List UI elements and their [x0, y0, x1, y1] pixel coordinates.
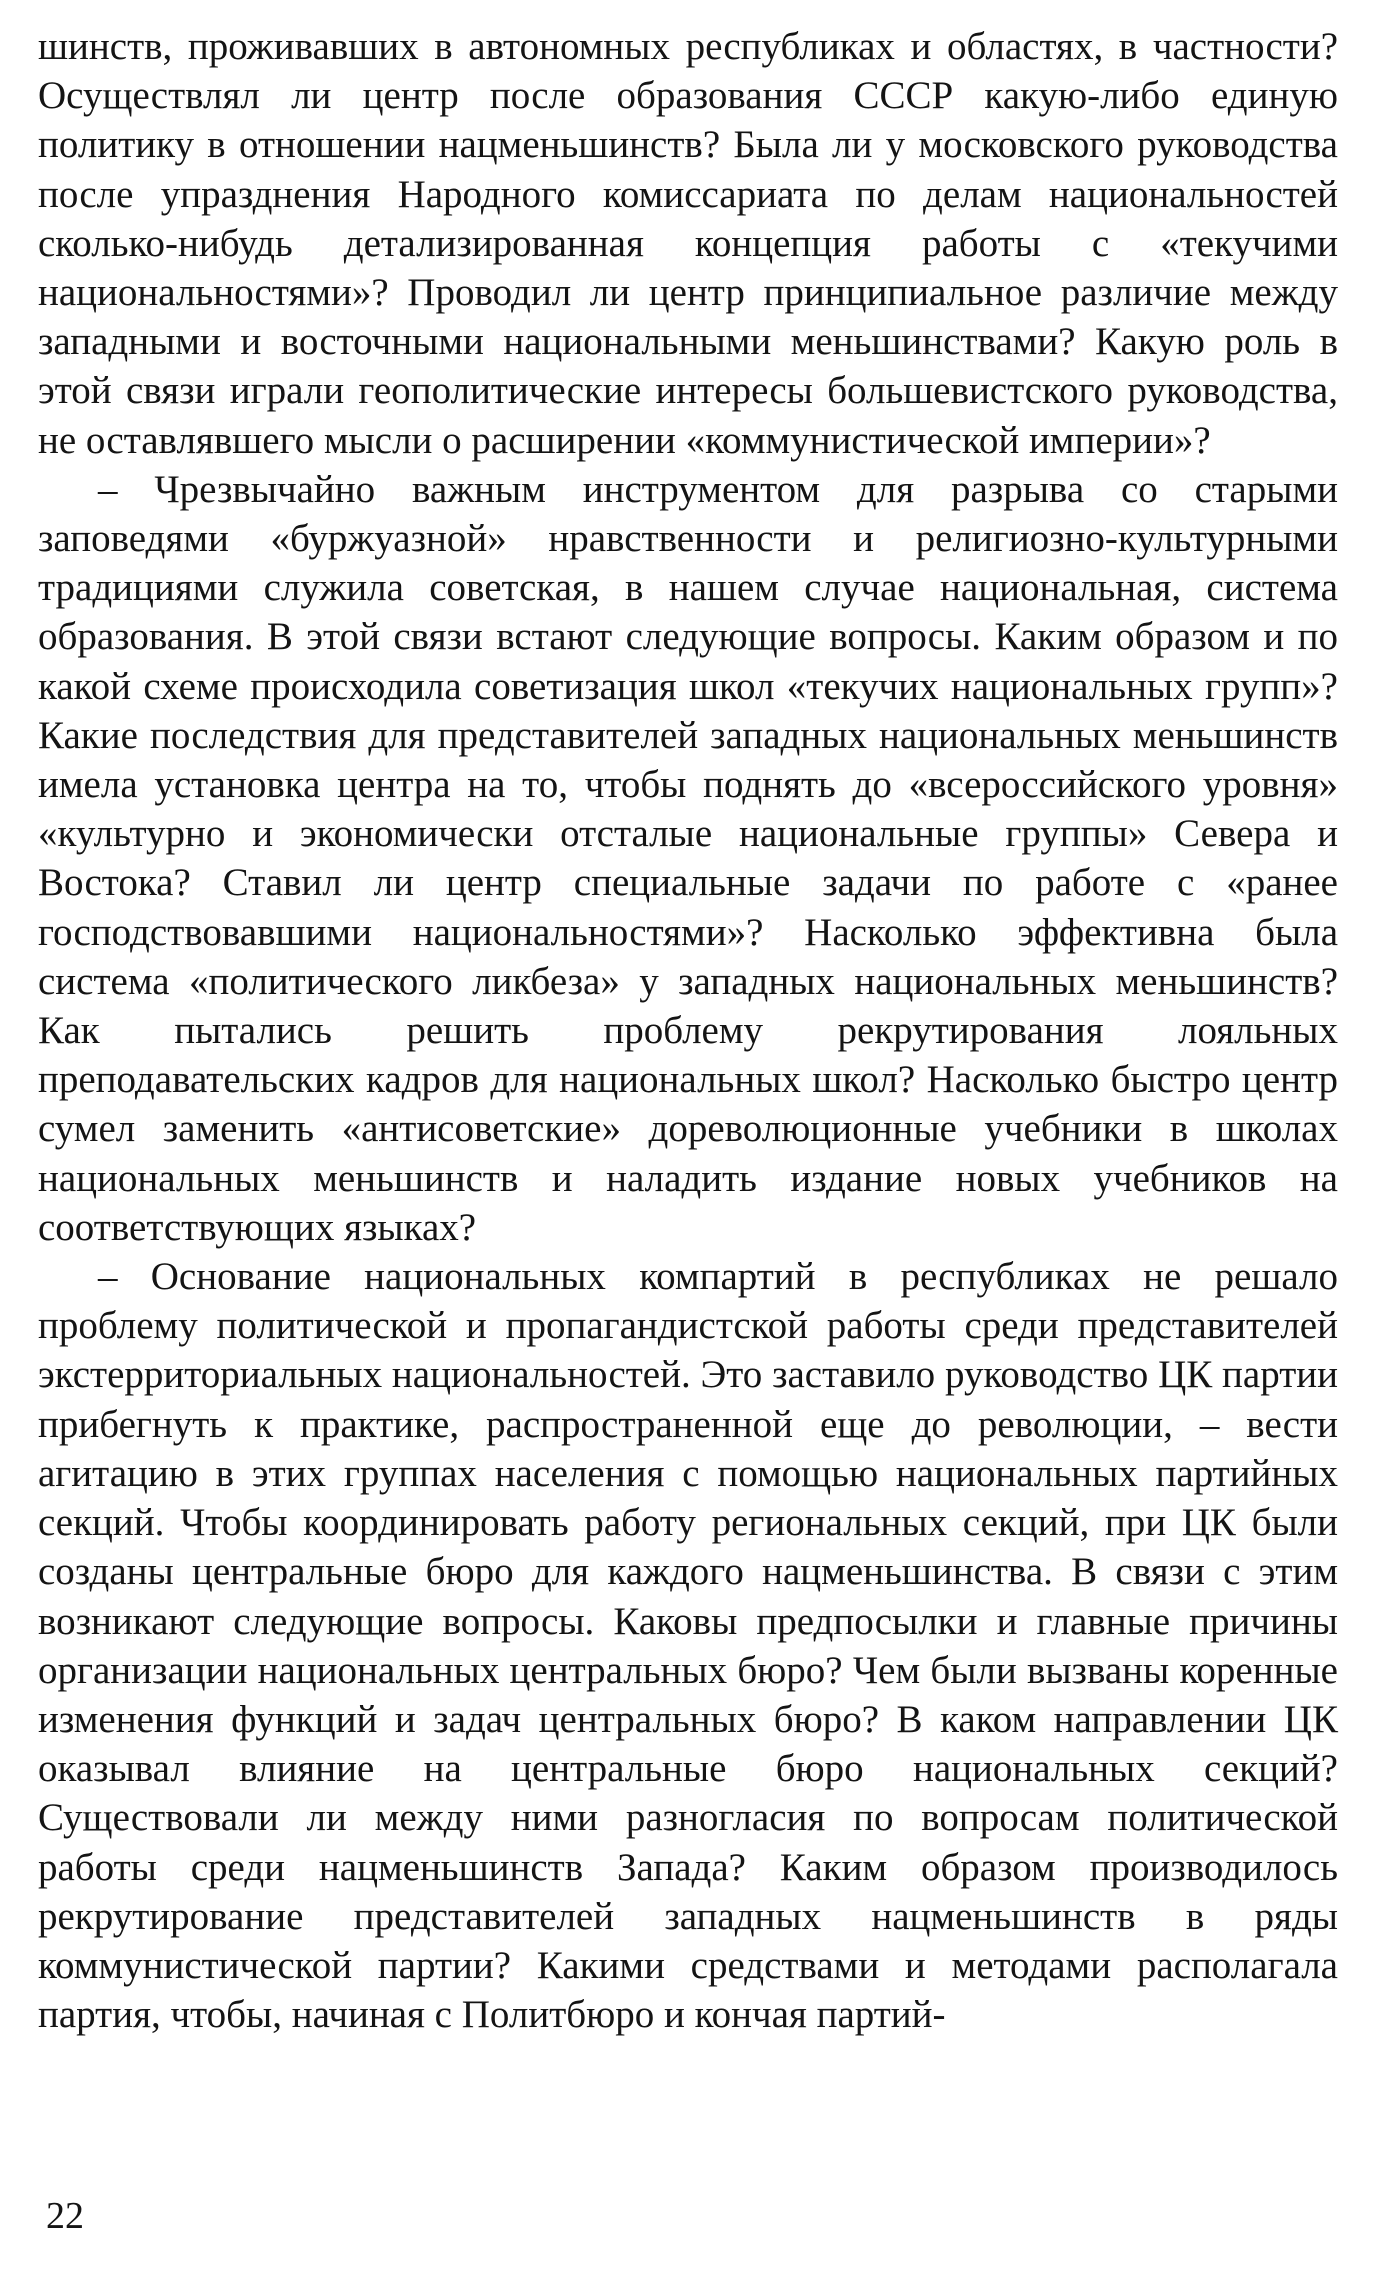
paragraph-continuation: шинств, проживавших в автономных республиках и областях, в частности? Осуществлял ли центр после образования СССР какую-либо единую политику в отношении нацменьшинств? Была ли у московского руководства после упразднения Народного комиссариата по делам национальностей сколько-нибудь детализированная концепция работы с «текучими национальностями»? Проводил ли центр принципиальное различие между западными и восточными национальными меньшинствами? Какую роль в этой связи играли геополитические интересы большевистского руководства, не оставлявшего мысли о расширении «коммунистической империи»? [38, 25, 1338, 462]
page-body [38, 22, 1338, 2039]
paragraph-party-sections: – Основание национальных компартий в республиках не решало проблему политической и пропагандистской работы среди представителей экстерриториальных национальностей. Это заставило руководство ЦК партии прибегнуть к практике, распространенной еще до революции, – вести агитацию в этих группах населения с помощью национальных партийных секций. Чтобы координировать работу региональных секций, при ЦК были созданы центральные бюро для каждого нацменьшинства. В связи с этим возникают следующие вопросы. Каковы предпосылки и главные причины организации национальных центральных бюро? Чем были вызваны коренные изменения функций и задач центральных бюро? В каком направлении ЦК оказывал влияние на центральные бюро национальных секций? Существовали ли между ними разногласия по вопросам политической работы среди нацменьшинств Запада? Каким образом производилось рекрутирование представителей западных нацменьшинств в ряды коммунистической партии? Какими средствами и методами располагала партия, чтобы, начиная с Политбюро и кончая партий- [38, 1255, 1338, 2037]
paragraph-education: – Чрезвычайно важным инструментом для разрыва со старыми заповедями «буржуазной» нравственности и религиозно-культурными традициями служила советская, в нашем случае национальная, система образования. В этой связи встают следующие вопросы. Каким образом и по какой схеме происходила советизация школ «текучих национальных групп»? Какие последствия для представителей западных национальных меньшинств имела установка центра на то, чтобы поднять до «всероссийского уровня» «культурно и экономически отсталые национальные группы» Севера и Востока? Ставил ли центр специальные задачи по работе с «ранее господствовавшими национальностями»? Насколько эффективна была система «политического ликбеза» у западных национальных меньшинств? Как пытались решить проблему рекрутирования лояльных преподавательских кадров для национальных школ? Насколько быстро центр сумел заменить «антисоветские» дореволюционные учебники в школах национальных меньшинств и наладить издание новых учебников на соответствующих языках? [38, 467, 1338, 1249]
page-number: 22 [46, 2195, 84, 2237]
